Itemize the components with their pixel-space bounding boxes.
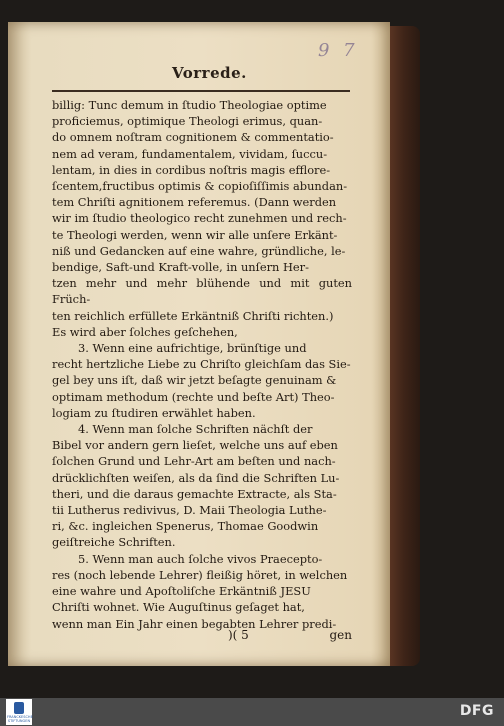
viewer-footer-bar bbox=[0, 698, 504, 726]
text-line: optimam methodum (rechte und beſte Art) Theo- bbox=[52, 389, 335, 404]
text-line: ri, &c. ingleichen Spenerus, Thomae Goodwin bbox=[52, 519, 319, 534]
text-line: ſcentem,fructibus optimis & copioſiſſimis abundan- bbox=[52, 179, 348, 194]
text-line: Es wird aber ſolches geſchehen, bbox=[52, 324, 238, 339]
page-foot bbox=[52, 628, 352, 646]
paragraph-start: 5. Wenn man auch ſolche vivos Praecepto- bbox=[78, 551, 323, 566]
text-line: tem Chriſti agnitionem referemus. (Dann werden bbox=[52, 195, 337, 210]
running-header: Vorrede. bbox=[172, 64, 247, 82]
text-line: Chriſti wohnet. Wie Auguſtinus geſaget hat, bbox=[52, 600, 305, 615]
text-line: ſolchen Grund und Lehr-Art am beſten und nach- bbox=[52, 454, 336, 469]
text-line: res (noch lebende Lehrer) fleißig höret, in welchen bbox=[52, 567, 348, 582]
text-line: logiam zu ſtudiren erwählet haben. bbox=[52, 405, 256, 420]
franckesche-stiftungen-logo[interactable] bbox=[6, 699, 32, 725]
handwritten-shelfmark: 9 7 bbox=[318, 40, 359, 61]
catchword: gen bbox=[329, 628, 352, 642]
text-line: lentam, in dies in cordibus noſtris magis efflore- bbox=[52, 162, 331, 177]
text-line: wir im ſtudio theologico recht zunehmen und rech- bbox=[52, 211, 347, 226]
paragraph-start: 3. Wenn eine aufrichtige, brünſtige und bbox=[78, 341, 307, 356]
institution-icon bbox=[14, 702, 24, 714]
text-line: drücklichſten weiſen, als da ſind die Schriften Lu- bbox=[52, 470, 340, 485]
text-line: geiſtreiche Schriften. bbox=[52, 535, 176, 550]
text-line: recht hertzliche Liebe zu Chriſto gleichſam das Sie- bbox=[52, 357, 351, 372]
signature-mark: )( 5 bbox=[228, 628, 249, 642]
text-line: bendige, Saft-und Kraft-volle, in unſern Her- bbox=[52, 260, 309, 275]
text-line: theri, und die daraus gemachte Extracte, als Sta- bbox=[52, 486, 337, 501]
header-rule bbox=[52, 90, 350, 92]
text-line: gel bey uns iſt, daß wir jetzt beſagte genuinam & bbox=[52, 373, 337, 388]
text-line: tzen mehr und mehr blühende und mit guten Früch- bbox=[52, 276, 352, 307]
text-line: proficiemus, optimique Theologi erimus, quan- bbox=[52, 114, 323, 129]
logo-label: FRANCKESCHE STIFTUNGEN bbox=[7, 715, 33, 723]
text-line: billig: Tunc demum in ſtudio Theologiae optime bbox=[52, 98, 327, 112]
text-line: ten reichlich erfüllete Erkäntniß Chriſti richten.) bbox=[52, 308, 334, 323]
text-line: Bibel vor andern gern lieſet, welche uns auf eben bbox=[52, 438, 338, 453]
text-line: do omnem noſtram cognitionem & commentatio- bbox=[52, 130, 334, 145]
text-line: wenn man Ein Jahr einen begabten Lehrer predi- bbox=[52, 616, 337, 631]
paragraph-start: 4. Wenn man ſolche Schriften nächſt der bbox=[78, 422, 313, 437]
body-text bbox=[52, 97, 352, 632]
text-line: te Theologi werden, wenn wir alle unſere Erkänt- bbox=[52, 227, 338, 242]
text-line: tii Lutherus redivivus, D. Maii Theologia Luthe- bbox=[52, 503, 327, 518]
text-line: niß und Gedancken auf eine wahre, gründliche, le- bbox=[52, 243, 346, 258]
text-line: eine wahre und Apoſtoliſche Erkäntniß JESU bbox=[52, 584, 311, 599]
dfg-logo[interactable]: DFG bbox=[459, 703, 494, 719]
text-line: nem ad veram, fundamentalem, vividam, ſuccu- bbox=[52, 146, 328, 161]
